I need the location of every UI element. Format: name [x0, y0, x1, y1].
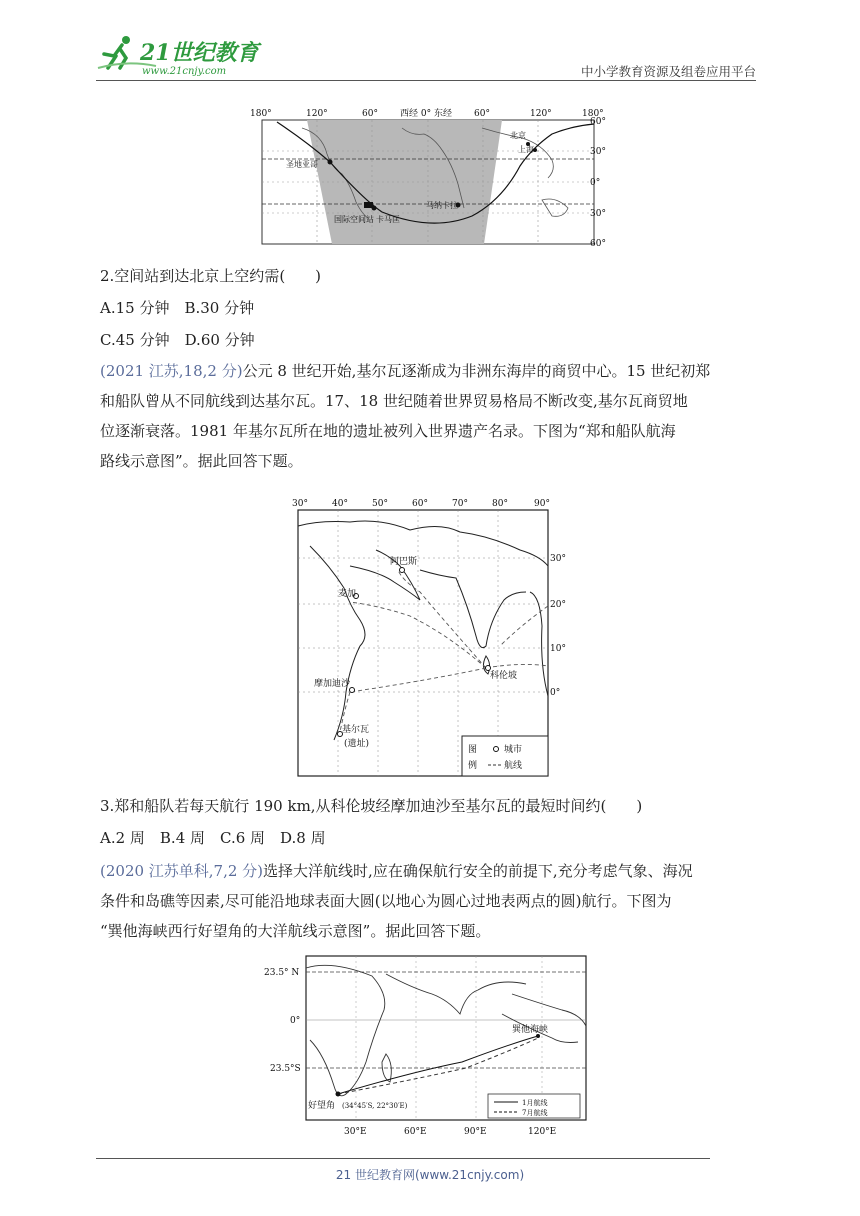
lat-label: 0°	[290, 1016, 301, 1026]
place-colombo: 科伦坡	[490, 671, 518, 681]
lon-label: 180°	[250, 109, 272, 119]
zhenghe-route-map	[290, 496, 570, 782]
question-3-options: A.2 周 B.4 周 C.6 周 D.8 周	[100, 829, 326, 847]
intro-3-line: 和船队曾从不同航线到达基尔瓦。17、18 世纪随着世界贸易格局不断改变,基尔瓦商贸地	[100, 392, 688, 410]
lon-label: 80°	[492, 499, 508, 509]
lon-label: 40°	[332, 499, 348, 509]
legend-route: 航线	[504, 761, 523, 771]
logo-main: 21世纪教育	[140, 40, 259, 66]
place-mecca: 麦加	[338, 589, 357, 599]
lon-label: 50°	[372, 499, 388, 509]
intro-3-line: 位逐渐衰落。1981 年基尔瓦所在地的遗址被列入世界遗产名录。下图为“郑和船队航海	[100, 422, 676, 440]
question-2-options-cd: C.45 分钟 D.60 分钟	[100, 331, 255, 349]
lat-label: 60°	[590, 117, 606, 127]
lon-label: 120°	[530, 109, 552, 119]
lon-label: 60°	[362, 109, 378, 119]
city-symbol-icon	[494, 747, 499, 752]
lon-label: 120°E	[528, 1127, 557, 1137]
lon-label: 30°	[292, 499, 308, 509]
lat-label: 30°	[590, 209, 606, 219]
lon-label: 60°E	[404, 1127, 427, 1137]
place-hormuz: 阿巴斯	[390, 557, 418, 567]
footer-divider	[96, 1158, 710, 1159]
lon-label: 70°	[452, 499, 468, 509]
legend-july: 7月航线	[522, 1109, 548, 1117]
lat-label: 30°	[550, 554, 566, 564]
question-2-stem: 2.空间站到达北京上空约需( )	[100, 267, 322, 285]
place-kilwa-note: (遗址)	[344, 739, 370, 749]
place-shanghai: 上海	[518, 145, 534, 154]
legend-title: 例	[468, 761, 478, 771]
source-tag: (2020 江苏单科,7,2 分)	[100, 862, 264, 880]
intro-4-line: “巽他海峡西行好望角的大洋航线示意图”。据此回答下题。	[100, 922, 491, 940]
lat-label: 0°	[550, 688, 561, 698]
intro-3-line: 公元 8 世纪开始,基尔瓦逐渐成为非洲东海岸的商贸中心。15 世纪初郑	[242, 362, 711, 380]
place-madagascar: 马纳卡拉	[426, 201, 458, 210]
lat-label: 23.5° N	[264, 968, 300, 978]
question-3-stem: 3.郑和船队若每天航行 190 km,从科伦坡经摩加迪沙至基尔瓦的最短时间约( )	[100, 797, 643, 815]
place-iss: 国际空间站	[334, 215, 374, 224]
intro-4	[100, 856, 768, 946]
lon-label: 90°	[534, 499, 550, 509]
place-cape: 卡马匡	[376, 215, 400, 224]
sunda-cape-route-map	[262, 954, 592, 1140]
iss-icon	[364, 202, 373, 208]
lat-label: 60°	[590, 239, 606, 249]
lat-label: 20°	[550, 600, 566, 610]
place-cape-coord: (34°45′S, 22°30′E)	[342, 1102, 408, 1110]
lon-label: 西经 0° 东经	[400, 109, 452, 119]
lon-label: 30°E	[344, 1127, 367, 1137]
place-cape: 好望角	[308, 1101, 336, 1111]
lon-label: 90°E	[464, 1127, 487, 1137]
lon-label: 120°	[306, 109, 328, 119]
legend-january: 1月航线	[522, 1099, 548, 1107]
iss-orbit-map	[252, 104, 604, 248]
footer-text: 21 世纪教育网(www.21cnjy.com)	[335, 1168, 525, 1182]
intro-4-line: 条件和岛礁等因素,尽可能沿地球表面大圆(以地心为圆心过地表两点的圆)航行。下图为	[100, 892, 672, 910]
site-logo	[96, 34, 266, 78]
lat-label: 30°	[590, 147, 606, 157]
lat-label: 23.5°S	[270, 1064, 301, 1074]
legend-city: 城市	[504, 745, 523, 755]
lon-label: 180°	[582, 109, 604, 119]
header-divider	[96, 80, 756, 81]
place-santiago: 圣地亚哥	[286, 160, 318, 169]
source-tag: (2021 江苏,18,2 分)	[100, 362, 243, 380]
intro-4-line: 选择大洋航线时,应在确保航行安全的前提下,充分考虑气象、海况	[263, 862, 693, 880]
lon-label: 60°	[412, 499, 428, 509]
place-kilwa: 基尔瓦	[342, 725, 370, 735]
place-mogadishu: 摩加迪沙	[314, 679, 351, 689]
logo-url: www.21cnjy.com	[142, 66, 227, 77]
intro-3-line: 路线示意图”。据此回答下题。	[100, 452, 303, 470]
place-beijing: 北京	[510, 131, 526, 140]
lon-label: 60°	[474, 109, 490, 119]
intro-3	[100, 356, 768, 476]
place-sunda: 巽他海峡	[512, 1025, 549, 1035]
platform-title: 中小学教育资源及组卷应用平台	[580, 64, 756, 79]
legend-title: 图	[468, 745, 478, 755]
question-2-options-ab: A.15 分钟 B.30 分钟	[100, 299, 255, 317]
lat-label: 10°	[550, 644, 566, 654]
lat-label: 0°	[590, 178, 601, 188]
